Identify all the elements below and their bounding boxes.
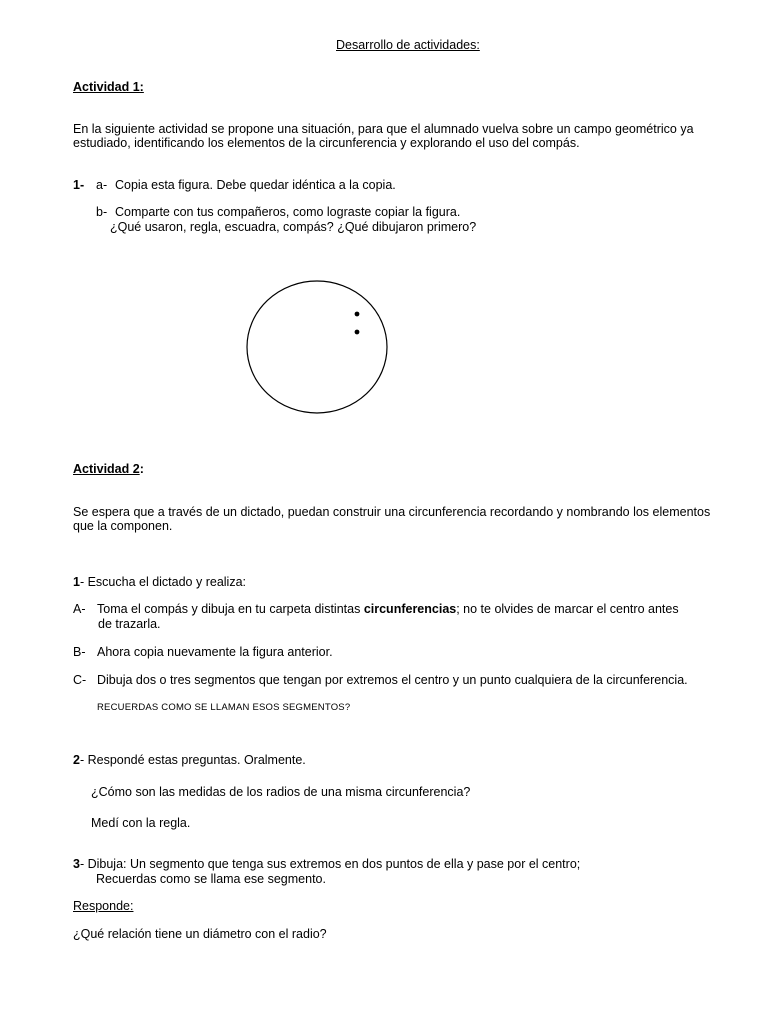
question-3-text-2: Recuerdas como se llama ese segmento. bbox=[96, 872, 326, 886]
question-2-number: 2 bbox=[73, 753, 80, 767]
item-B-text: Ahora copia nuevamente la figura anterior. bbox=[97, 645, 333, 659]
item-C-text: Dibuja dos o tres segmentos que tengan por extremos el centro y un punto cualquiera de la circunferencia. bbox=[97, 673, 688, 687]
question-2 bbox=[73, 753, 306, 768]
activity-1-intro-line-1: En la siguiente actividad se propone una situación, para que el alumnado vuelva sobre un campo geométrico ya bbox=[73, 122, 694, 136]
activity-1-intro-line-2: estudiado, identificando los elementos de la circunferencia y explorando el uso del compás. bbox=[73, 136, 580, 150]
activity-2-intro-line-1: Se espera que a través de un dictado, puedan construir una circunferencia recordando y nombrando los elementos bbox=[73, 505, 711, 519]
point-2 bbox=[355, 330, 360, 335]
point-1 bbox=[355, 312, 360, 317]
activity-1-heading: Actividad 1: bbox=[73, 80, 144, 94]
item-1-number: 1- bbox=[73, 178, 85, 192]
item-b-letter: b- bbox=[96, 205, 108, 219]
circle-outline bbox=[247, 281, 387, 413]
item-a-letter: a- bbox=[96, 178, 108, 192]
question-1-text: - Escucha el dictado y realiza: bbox=[79, 575, 247, 589]
caps-note: RECUERDAS COMO SE LLAMAN ESOS SEGMENTOS? bbox=[97, 702, 351, 713]
item-a-text: Copia esta figura. Debe quedar idéntica a la copia. bbox=[115, 178, 396, 192]
question-3-number: 3 bbox=[73, 857, 80, 871]
question-1 bbox=[73, 575, 246, 590]
activity-2-heading-text: Actividad 2 bbox=[73, 462, 140, 476]
activity-2-heading bbox=[73, 462, 144, 477]
item-A-letter: A- bbox=[73, 602, 86, 616]
page-title: Desarrollo de actividades: bbox=[336, 38, 480, 52]
activity-2-heading-colon: : bbox=[139, 462, 144, 476]
item-b-text: Comparte con tus compañeros, como lograste copiar la figura. bbox=[115, 205, 461, 219]
question-2-measure: Medí con la regla. bbox=[91, 816, 191, 830]
item-C-letter: C- bbox=[73, 673, 87, 687]
activity-2-intro-line-2: que la componen. bbox=[73, 519, 173, 533]
item-B-letter: B- bbox=[73, 645, 86, 659]
question-1-number: 1 bbox=[73, 575, 80, 589]
item-A-text bbox=[97, 602, 679, 617]
item-A-bold: circunferencias bbox=[363, 602, 457, 616]
question-3 bbox=[73, 857, 580, 872]
question-3-text: - Dibuja: Un segmento que tenga sus extremos en dos puntos de ella y pase por el centro; bbox=[79, 857, 581, 871]
question-2-text: - Respondé estas preguntas. Oralmente. bbox=[79, 753, 306, 767]
question-2-prompt: ¿Cómo son las medidas de los radios de una misma circunferencia? bbox=[91, 785, 471, 799]
responde-label: Responde: bbox=[73, 899, 134, 913]
item-A-text-after: ; no te olvides de marcar el centro antes bbox=[456, 602, 679, 616]
final-question: ¿Qué relación tiene un diámetro con el radio? bbox=[73, 927, 327, 941]
item-b-text-2: ¿Qué usaron, regla, escuadra, compás? ¿Qué dibujaron primero? bbox=[110, 220, 477, 234]
item-A-text-2: de trazarla. bbox=[98, 617, 161, 631]
item-A-text-before: Toma el compás y dibuja en tu carpeta distintas bbox=[97, 602, 364, 616]
